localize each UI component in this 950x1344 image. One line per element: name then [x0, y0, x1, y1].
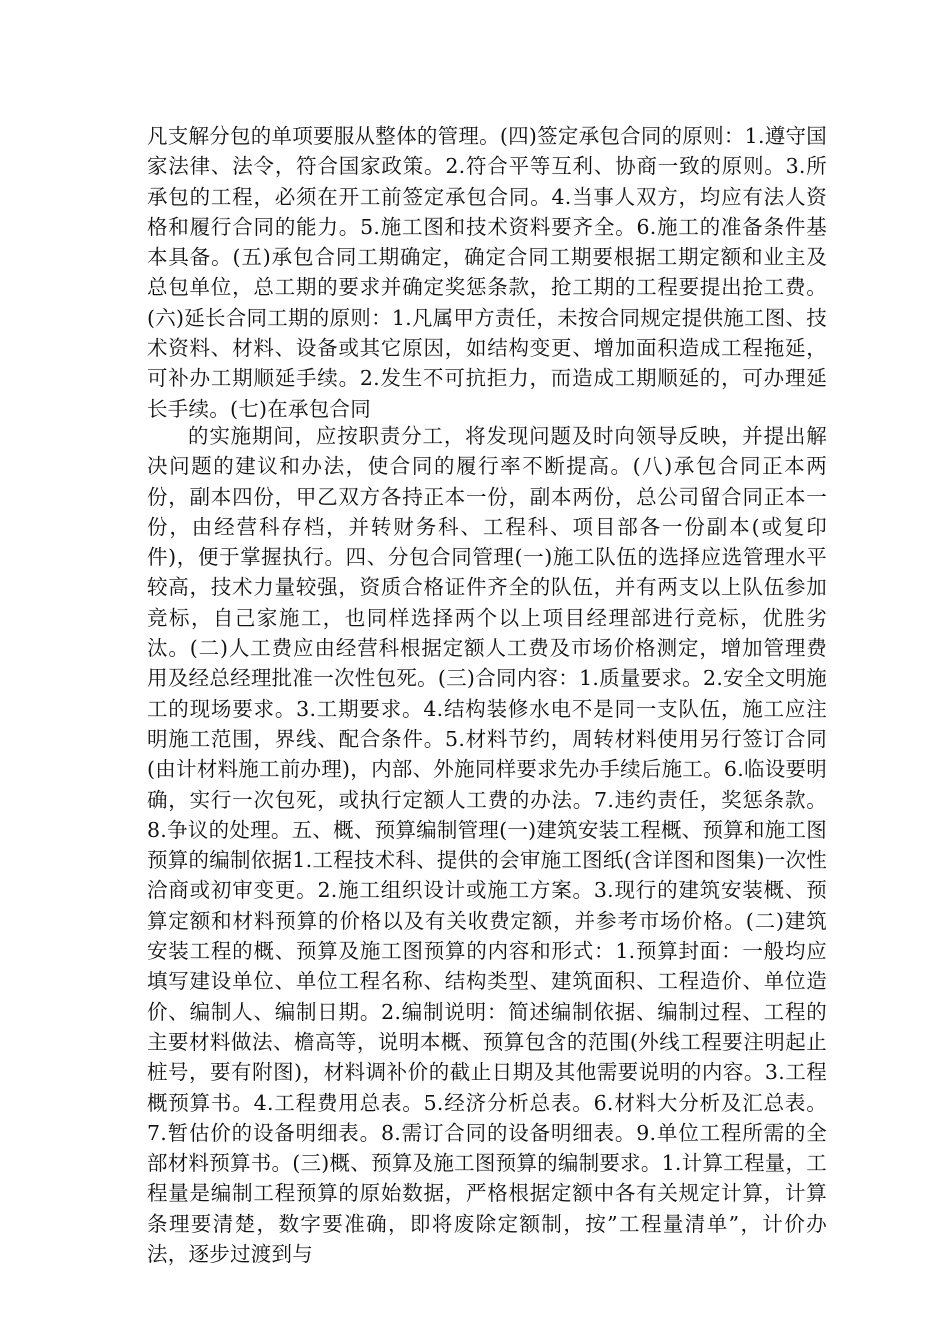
- body-paragraph-2: 的实施期间，应按职责分工，将发现问题及时向领导反映，并提出解决问题的建议和办法，使合同的履行率不断提高。(八)承包合同正本两份，副本四份，甲乙双方各持正本一份，副本两份，总公司留合同正本一份，由经营科存档，并转财务科、工程科、项目部各一份副本(或复印件)，便于掌握执行。四、分包合同管理(一)施工队伍的选择应选管理水平较高，技术力量较强，资质合格证件齐全的队伍，并有两支以上队伍参加竞标，自己家施工，也同样选择两个以上项目经理部进行竞标，优胜劣汰。(二)人工费应由经营科根据定额人工费及市场价格测定，增加管理费用及经总经理批准一次性包死。(三)合同内容：1.质量要求。2.安全文明施工的现场要求。3.工期要求。4.结构装修水电不是同一支队伍，施工应注明施工范围，界线、配合条件。5.材料节约，周转材料使用另行签订合同(由计材料施工前办理)，内部、外施同样要求先办手续后施工。6.临设要明确，实行一次包死，或执行定额人工费的办法。7.违约责任，奖惩条款。8.争议的处理。五、概、预算编制管理(一)建筑安装工程概、预算和施工图预算的编制依据1.工程技术科、提供的会审施工图纸(含详图和图集)一次性洽商或初审变更。2.施工组织设计或施工方案。3.现行的建筑安装概、预算定额和材料预算的价格以及有关收费定额，并参考市场价格。(二)建筑安装工程的概、预算及施工图预算的内容和形式：1.预算封面：一般均应填写建设单位、单位工程名称、结构类型、建筑面积、工程造价、单位造价、编制人、编制日期。2.编制说明：简述编制依据、编制过程、工程的主要材料做法、檐高等，说明本概、预算包含的范围(外线工程要注明起止桩号，要有附图)，材料调补价的截止日期及其他需要说明的内容。3.工程概预算书。4.工程费用总表。5.经济分析总表。6.材料大分析及汇总表。7.暂估价的设备明细表。8.需订合同的设备明细表。9.单位工程所需的全部材料预算书。(三)概、预算及施工图预算的编制要求。1.计算工程量，工程量是编制工程预算的原始数据，严格根据定额中各有关规定计算，计算条理要清楚，数字要准确，即将废除定额制，按”工程量清单”，计价办法，逐步过渡到与: [147, 424, 827, 1267]
- body-paragraph-1: 凡支解分包的单项要服从整体的管理。(四)签定承包合同的原则：1.遵守国家法律、法令，符合国家政策。2.符合平等互利、协商一致的原则。3.所承包的工程，必须在开工前签定承包合同。4.当事人双方，均应有法人资格和履行合同的能力。5.施工图和技术资料要齐全。6.施工的准备条件基本具备。(五)承包合同工期确定，确定合同工期要根据工期定额和业主及总包单位，总工期的要求并确定奖惩条款，抢工期的工程要提出抢工费。(六)延长合同工期的原则：1.凡属甲方责任，未按合同规定提供施工图、技术资料、材料、设备或其它原因，如结构变更、增加面积造成工程拖延，可补办工期顺延手续。2.发生不可抗拒力，而造成工期顺延的，可办理延长手续。(七)在承包合同: [147, 124, 827, 421]
